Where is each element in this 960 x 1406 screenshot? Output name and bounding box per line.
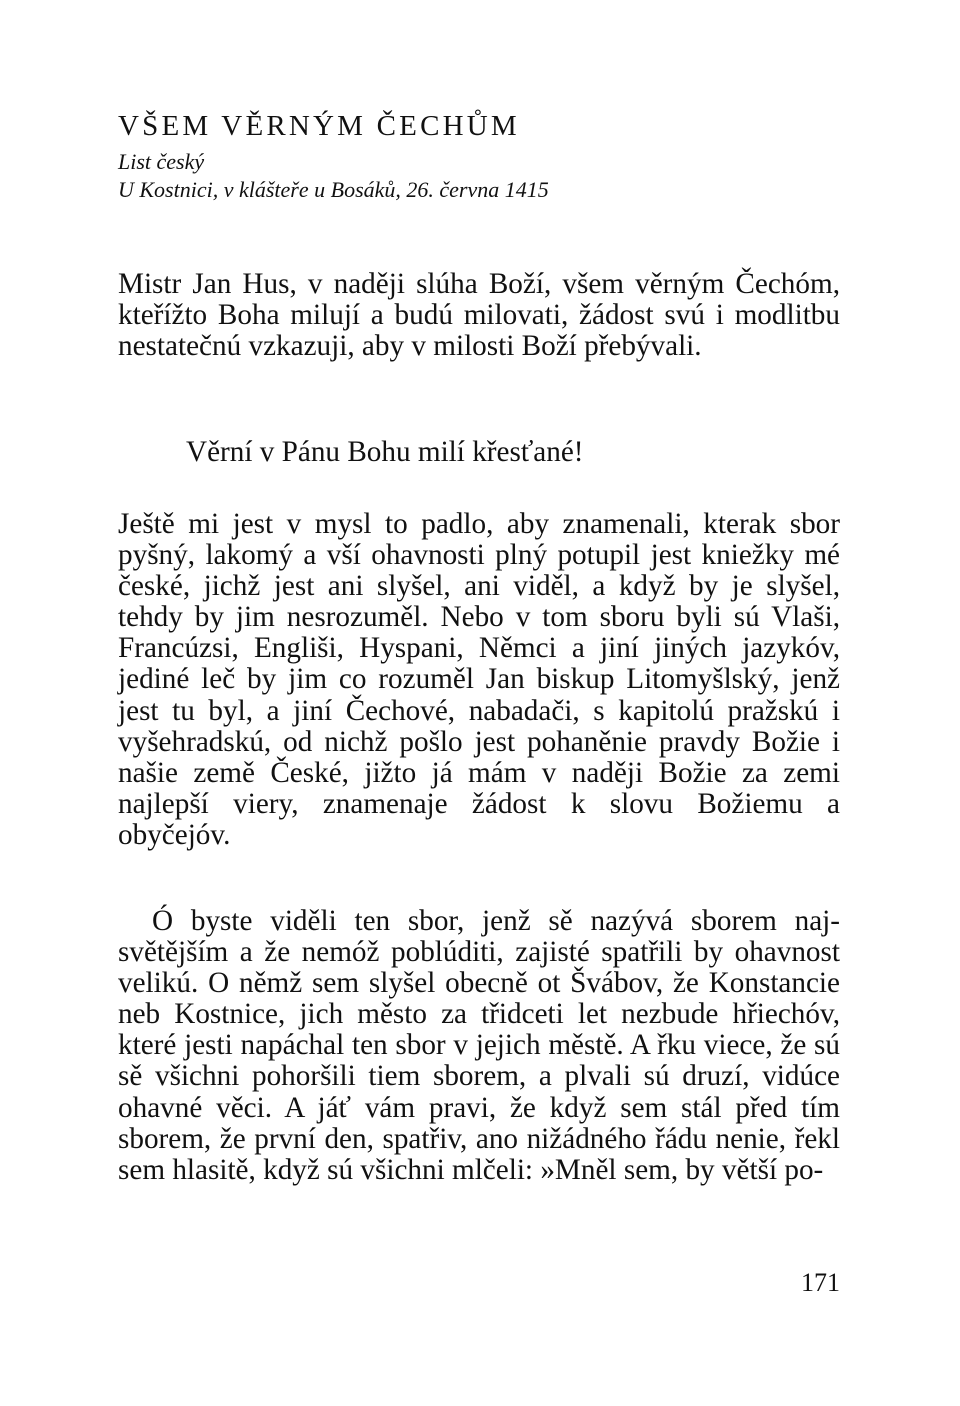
page-number: 171 [801,1268,840,1297]
body-paragraph: Ještě mi jest v mysl to padlo, aby znamenali, kterak sbor pyšný, lakomý a vší ohavnosti plný potupil jest kniežky mé české, jichž jest ani slyšel, ani viděl, a když by je slyšel, tehdy by jim nesrozuměl. Nebo v tom sboru byli sú Vlaši, Francúzsi, Engliši, Hyspani, Němci a jiní jiných jazykóv, jediné leč by jim co rozuměl Jan biskup Litomyšlský, jenž jest tu byl, a jiní Čechové, nabadači, s kapitolú pražskú i vyšehradskú, od nichž pošlo jest pohaněnie pravdy Božie i našie země České, jižto já mám v naději Božie za zemi najlepší viery, znamenaje žádost k slovu Božiemu a obyčejóv. [118,508,840,851]
letter-place-date: U Kostnici, v klášteře u Bosáků, 26. června 1415 [118,177,549,202]
letter-heading: VŠEM VĚRNÝM ČECHŮM [118,110,520,142]
opening-paragraph: Mistr Jan Hus, v naději slúha Boží, všem věrným Čechóm, kteřížto Boha milují a budú milovati, žádost svú i modlitbu nestatečnú vzkazuji, aby v milosti Boží přebývali. [118,268,840,363]
letter-subtitle: List český [118,149,205,174]
salutation: Věrní v Pánu Bohu milí křesťané! [186,436,584,468]
body-paragraph: Ó byste viděli ten sbor, jenž sě nazývá sborem najsvětějším a že nemóž poblúditi, zajisté spatřili by ohavnost velikú. O němž sem slyšel obecně ot Švábov, že Konstancie neb Kostnice, jich město za třidceti let nezbude hřiechóv, které jesti napáchal ten sbor v jejich městě. A řku viece, že sú sě všichni pohoršili tiem sborem, a plvali sú druzí, vidúce ohavné věci. A jáť vám pravi, že když sem stál před tím sborem, že první den, spatřiv, ano nižádného řádu nenie, řekl sem hlasitě, když sú všichni mlčeli: »Mněl sem, by větší po- [118,905,840,1186]
